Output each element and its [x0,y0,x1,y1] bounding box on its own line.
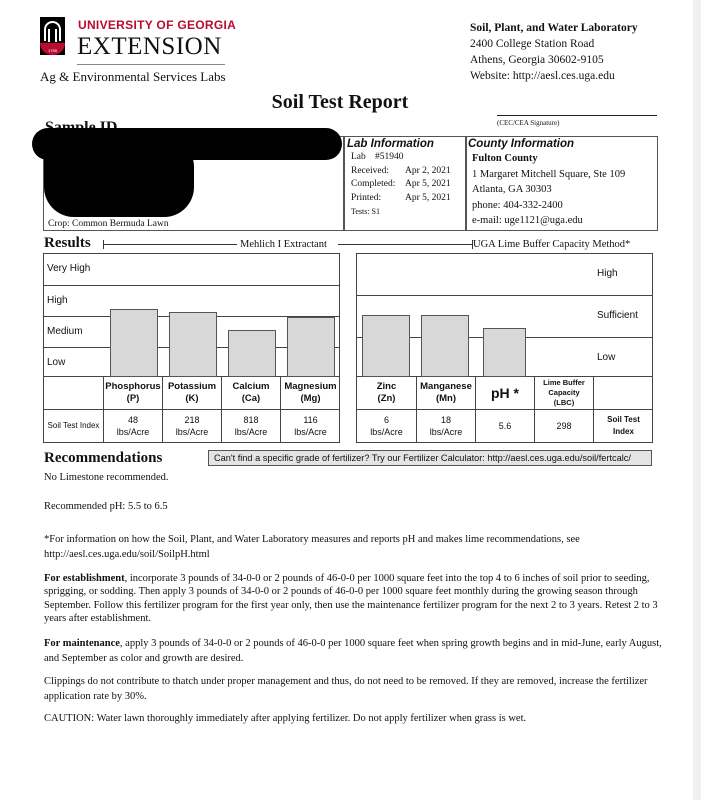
lime-buffer-method-label: UGA Lime Buffer Capacity Method* [473,239,631,250]
results-title: Results [44,235,91,251]
county-name: Fulton County [472,153,538,164]
extension-name: EXTENSION [77,33,222,60]
level-band-high: High [44,285,339,316]
lab-info-row: Completed: Apr 5, 2021 [351,179,451,189]
bar-calcium [228,330,276,377]
county-address-2: Atlanta, GA 30303 [472,184,552,195]
recommended-ph: Recommended pH: 5.5 to 6.5 [44,501,168,512]
lab-information-box [344,136,466,231]
bar-potassium [169,312,217,377]
lab-website[interactable]: Website: http://aesl.ces.uga.edu [470,70,615,82]
header-calcium: Calcium (Ca) [221,377,280,409]
bar-zinc [362,315,410,377]
lab-info-row: Lab #51940 [351,152,404,162]
level-band-sufficient: Sufficient [357,295,652,337]
limestone-recommendation: No Limestone recommended. [44,472,169,483]
caution-paragraph: CAUTION: Water lawn thoroughly immediately after applying fertilizer. Do not apply fertilizer when grass is wet. [44,713,527,724]
logo-divider [77,64,225,65]
lab-info-row: Printed: Apr 5, 2021 [351,192,451,203]
bar-manganese [421,315,469,377]
lime-buffer-results-chart [356,253,653,377]
value-calcium: 818 lbs/Acre [221,410,280,442]
level-band-low: Low [357,337,652,378]
value-manganese: 18 lbs/Acre [416,410,475,442]
header-zinc: Zinc (Zn) [376,381,397,404]
uga-arch-logo-icon [40,17,65,55]
tests-label: Tests: S1 [351,207,380,216]
header-magnesium: Magnesium (Mg) [280,377,340,409]
level-band-high: High [597,268,618,279]
signature-label: (CEC/CEA Signature) [497,119,560,127]
logo-year: 1785 [48,48,57,53]
sample-info-box [43,136,344,231]
lab-name: Soil, Plant, and Water Laboratory [470,22,638,34]
lab-address-1: 2400 College Station Road [470,38,595,50]
recommendations-title: Recommendations [44,450,163,466]
county-phone: phone: 404-332-2400 [472,199,563,211]
header-manganese: Manganese (Mn) [416,377,475,409]
county-information-box [466,136,658,231]
redaction-mark [44,137,194,217]
ph-info-note: *For information on how the Soil, Plant, and Water Laboratory measures and reports pH and makes lime recommendations, see http://aesl.ces.uga.edu/soil/SoilpH.html [44,534,580,560]
value-magnesium: 116 lbs/Acre [280,410,340,442]
header-potassium: Potassium (K) [162,377,221,409]
header-ph: pH * [475,377,534,409]
results-bracket-line [338,244,472,245]
value-potassium: 218 lbs/Acre [162,410,221,442]
value-lime-buffer-capacity: 298 [534,410,593,442]
level-band-medium: Medium [44,316,339,347]
establishment-paragraph: For establishment, incorporate 3 pounds of 34-0-0 or 2 pounds of 46-0-0 per 1000 square feet into the top 4 to 6 inches of soil prior to seeding, sprigging, or sodding. Then apply 3 pounds of 34-0-0 or 2 pounds of 46-0-0 per 1000 square feet monthly during the growing season through September. Follow this fertilizer program for the first year only, then use the maintenance fertilizer program for the next 2 to 3 years. Retest 2 to 3 years after establishment. [44,573,658,624]
header-phosphorus: Phosphorus (P) [103,377,162,409]
header-empty [593,377,653,409]
table-corner [44,377,103,409]
signature-line [497,115,657,116]
row-label-soil-test-index: Soil Test Index [593,410,653,442]
mehlich-method-label: Mehlich I Extractant [240,239,327,250]
bar-ph [483,328,526,377]
bar-magnesium [287,317,335,377]
report-title: Soil Test Report [271,91,409,113]
mehlich-results-chart [43,253,340,377]
value-ph: 5.6 [475,410,534,442]
crop-label: Crop: Common Bermuda Lawn [48,219,169,229]
county-information-title: County Information [468,138,575,150]
row-label-soil-test-index: Soil Test Index [47,421,100,430]
fertilizer-calculator-note[interactable]: Can't find a specific grade of fertilizer? Try our Fertilizer Calculator: http://aesl.ces.uga.edu/soil/fertcalc/ [208,450,652,466]
clippings-paragraph: Clippings do not contribute to thatch under proper management and thus, do not need to be removed. If they are removed, increase the fertilizer application rate by 30%. [44,676,648,702]
lab-info-row: Received: Apr 2, 2021 [351,165,451,176]
maintenance-lead: For maintenance [44,638,120,649]
page-edge [693,0,701,800]
lab-information-title: Lab Information [347,138,434,150]
level-band-low: Low [44,347,339,378]
header-lime-buffer-capacity: Lime Buffer Capacity (LBC) [534,377,593,409]
lab-address-2: Athens, Georgia 30602-9105 [470,54,604,66]
lime-buffer-results-table [356,377,653,443]
bar-phosphorus [110,309,158,377]
value-phosphorus: 48 lbs/Acre [103,410,162,442]
mehlich-results-table [43,377,340,443]
establishment-lead: For establishment [44,573,125,584]
county-address-1: 1 Margaret Mitchell Square, Ste 109 [472,168,626,180]
university-name: UNIVERSITY OF GEORGIA [78,18,237,32]
value-zinc: 6 lbs/Acre [370,415,403,437]
lab-address-block [470,20,638,84]
county-email[interactable]: e-mail: uge1121@uga.edu [472,215,583,226]
level-band-very-high: Very High [47,263,91,274]
maintenance-paragraph: For maintenance, apply 3 pounds of 34-0-0 or 2 pounds of 46-0-0 per 1000 square feet when spring growth begins and in mid-June, early August, and September as color and growth are desired. [44,638,662,664]
results-bracket-line [103,244,237,245]
division-name: Ag & Environmental Services Labs [40,69,226,84]
